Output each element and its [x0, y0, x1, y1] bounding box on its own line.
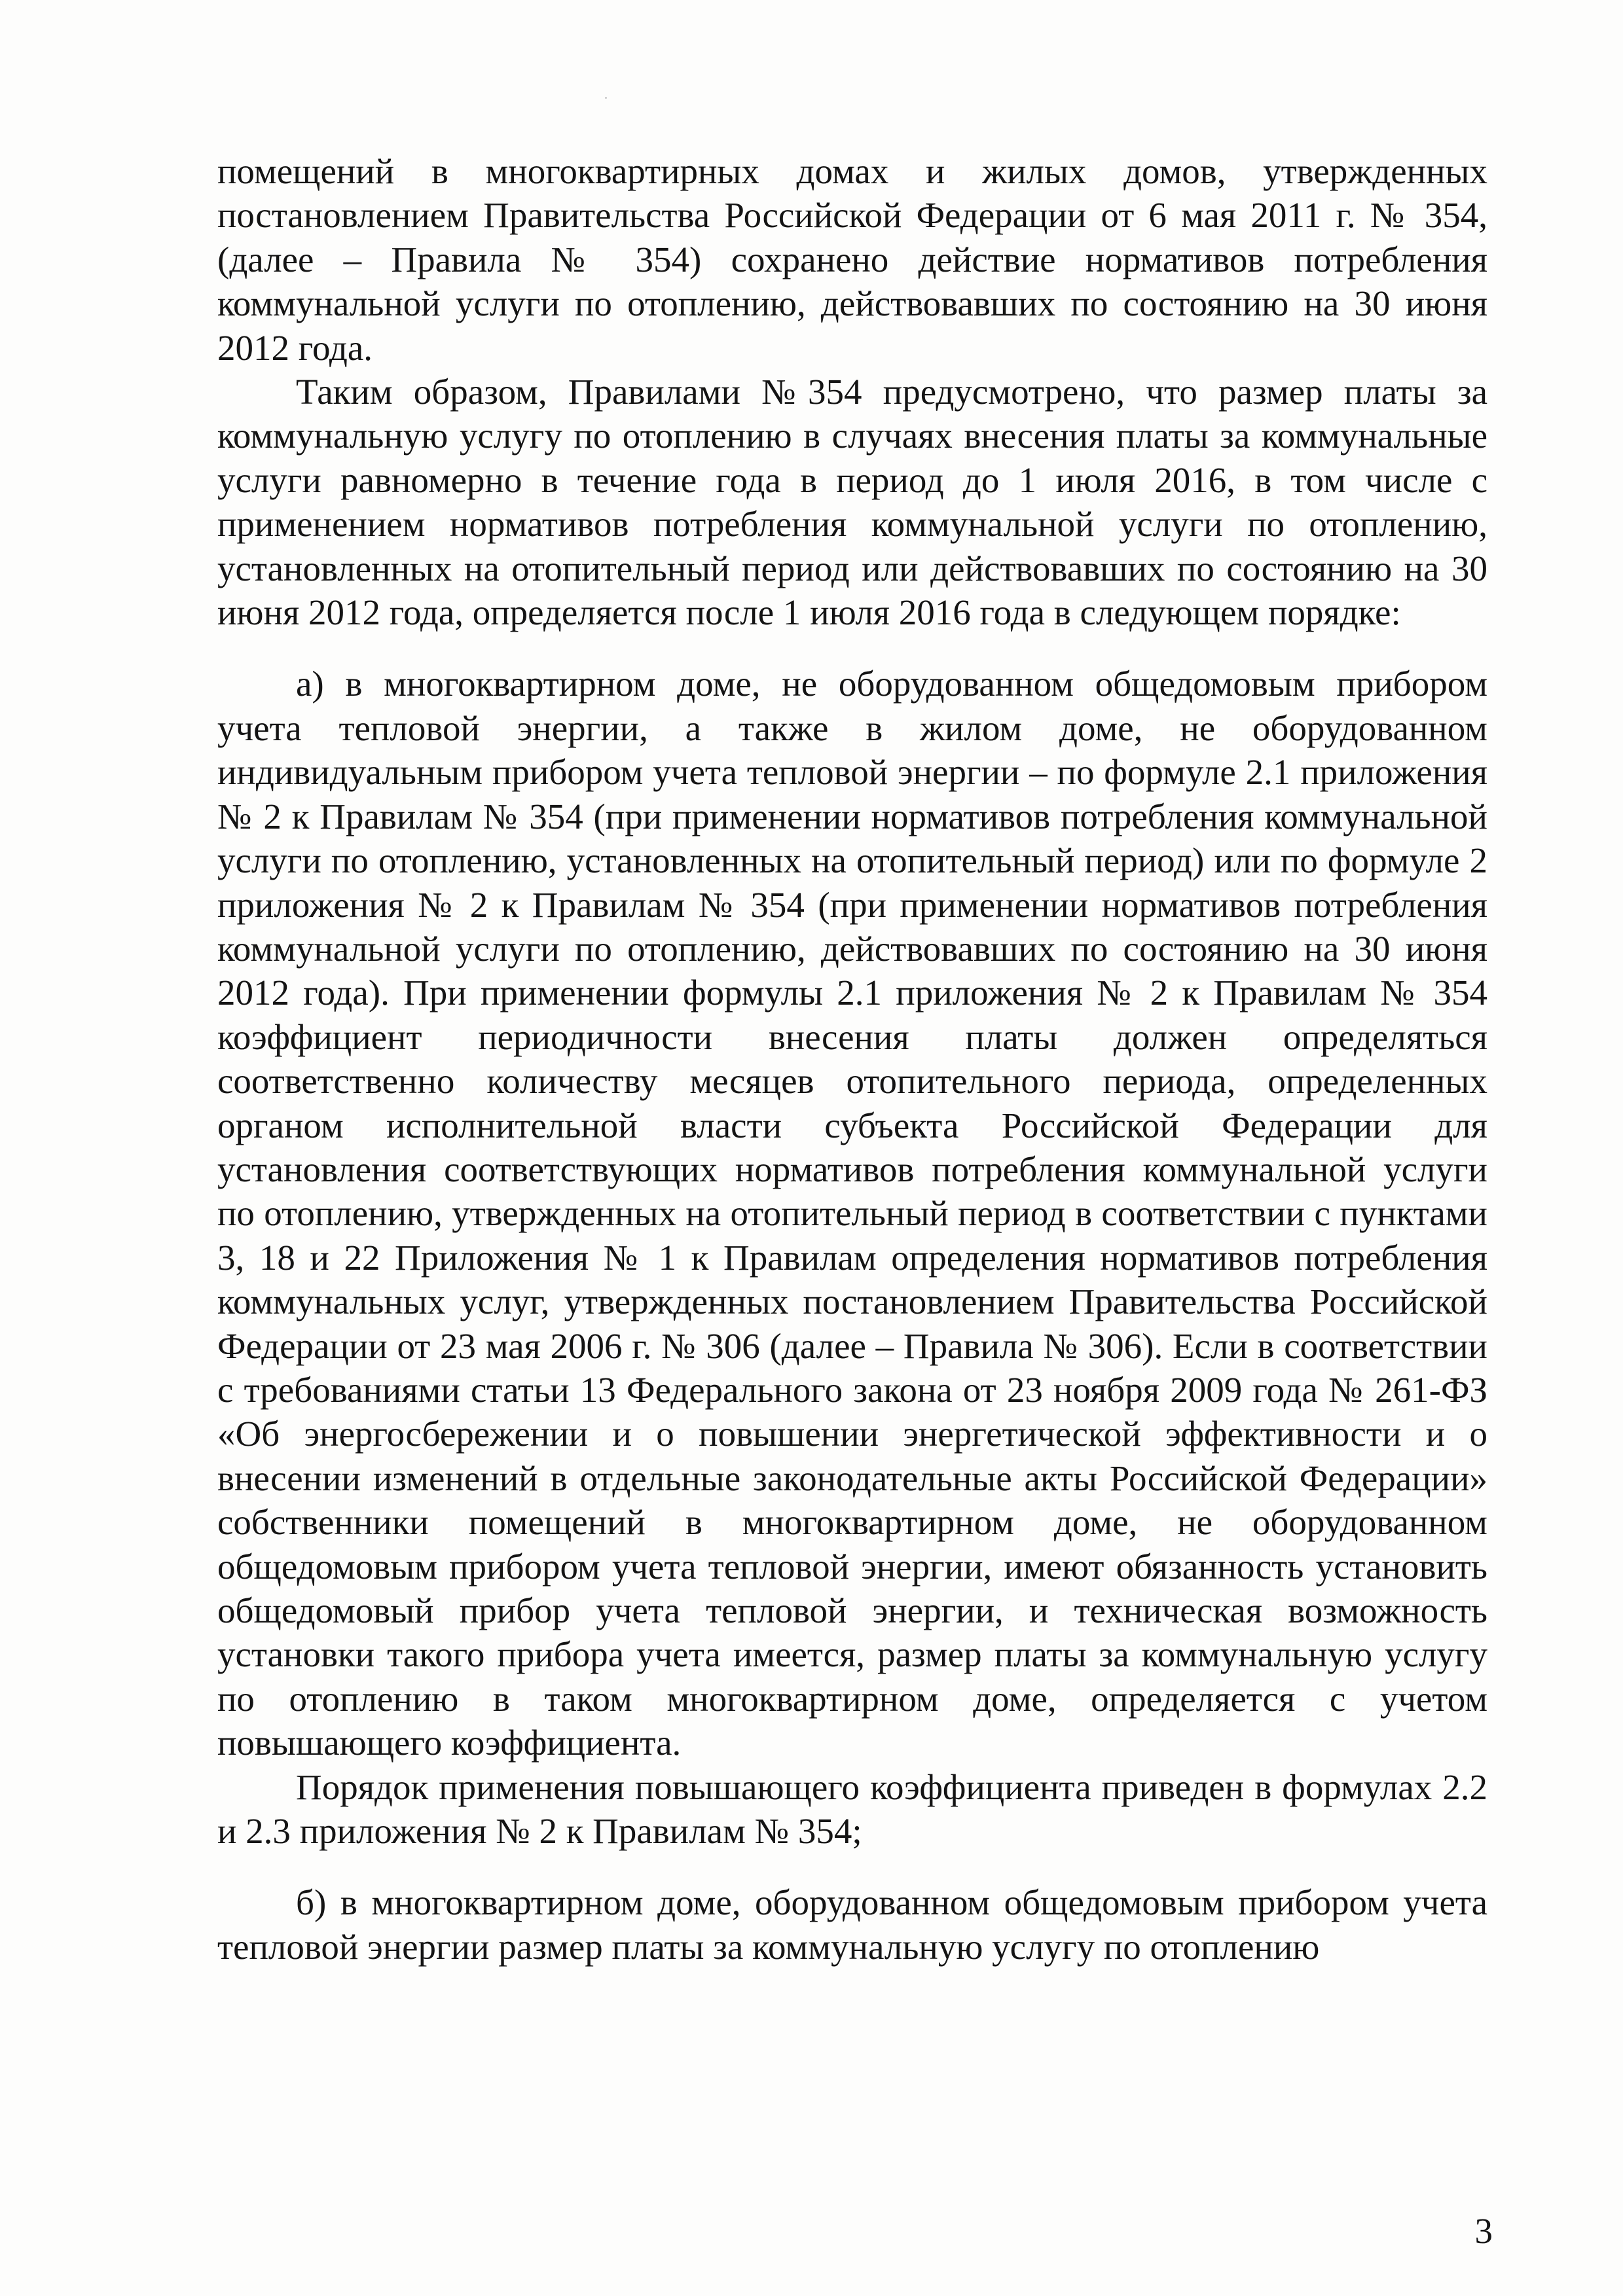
paragraph-item-b: б) в многоквартирном доме, оборудованном общедомовым прибором учета тепловой энергии размер платы за коммунальную услугу по отоплению [217, 1882, 1487, 1967]
page-number: 3 [1474, 2211, 1493, 2251]
paragraph-continuation: помещений в многоквартирных домах и жилых домов, утвержденных постановлением Правительства Российской Федерации от 6 мая 2011 г. № 354, (далее – Правила № 354) сохранено действие нормативов потребления коммунальной услуги по отоплению, действовавших по состоянию на 30 июня 2012 года. [217, 151, 1487, 368]
paragraph-item-a: а) в многоквартирном доме, не оборудованном общедомовым прибором учета тепловой энергии, а также в жилом доме, не оборудованном индивидуальным прибором учета тепловой энергии – по формуле 2.1 приложения № 2 к Правилам № 354 (при применении нормативов потребления коммунальной услуги по отоплению, установленных на отопительный период) или по формуле 2 приложения № 2 к Правилам № 354 (при применении нормативов потребления коммунальной услуги по отоплению, действовавших по состоянию на 30 июня 2012 года). При применении формулы 2.1 приложения № 2 к Правилам № 354 коэффициент периодичности внесения платы должен определяться соответственно количеству месяцев отопительного периода, определенных органом исполнительной власти субъекта Российской Федерации для установления соответствующих нормативов потребления коммунальной услуги по отоплению, утвержденных на отопительный период в соответствии с пунктами 3, 18 и 22 Приложения № 1 к Правилам определения нормативов потребления коммунальных услуг, утвержденных постановлением Правительства Российской Федерации от 23 мая 2006 г. № 306 (далее – Правила № 306). Если в соответствии с требованиями статьи 13 Федерального закона от 23 ноября 2009 года № 261-ФЗ «Об энергосбережении и о повышении энергетической эффективности и о внесении изменений в отдельные законодательные акты Российской Федерации» собственники помещений в многоквартирном доме, не оборудованном общедомовым прибором учета тепловой энергии, имеют обязанность установить общедомовый прибор учета тепловой энергии, и техническая возможность установки такого прибора учета имеется, размер платы за коммунальную услугу по отоплению в таком многоквартирном доме, определяется с учетом повышающего коэффициента. [217, 664, 1487, 1763]
paragraph-summary: Таким образом, Правилами №354 предусмотрено, что размер платы за коммунальную услугу по отоплению в случаях внесения платы за коммунальные услуги равномерно в течение года в период до 1 июля 2016, в том числе с применением нормативов потребления коммунальной услуги по отоплению, установленных на отопительный период или действовавших по состоянию на 30 июня 2012 года, определяется после 1 июля 2016 года в следующем порядке: [217, 372, 1487, 633]
paragraph-coefficient-order: Порядок применения повышающего коэффициента приведен в формулах 2.2 и 2.3 приложения № 2 к Правилам № 354; [217, 1767, 1487, 1852]
document-body [217, 149, 1487, 1969]
scan-speck [605, 97, 607, 99]
